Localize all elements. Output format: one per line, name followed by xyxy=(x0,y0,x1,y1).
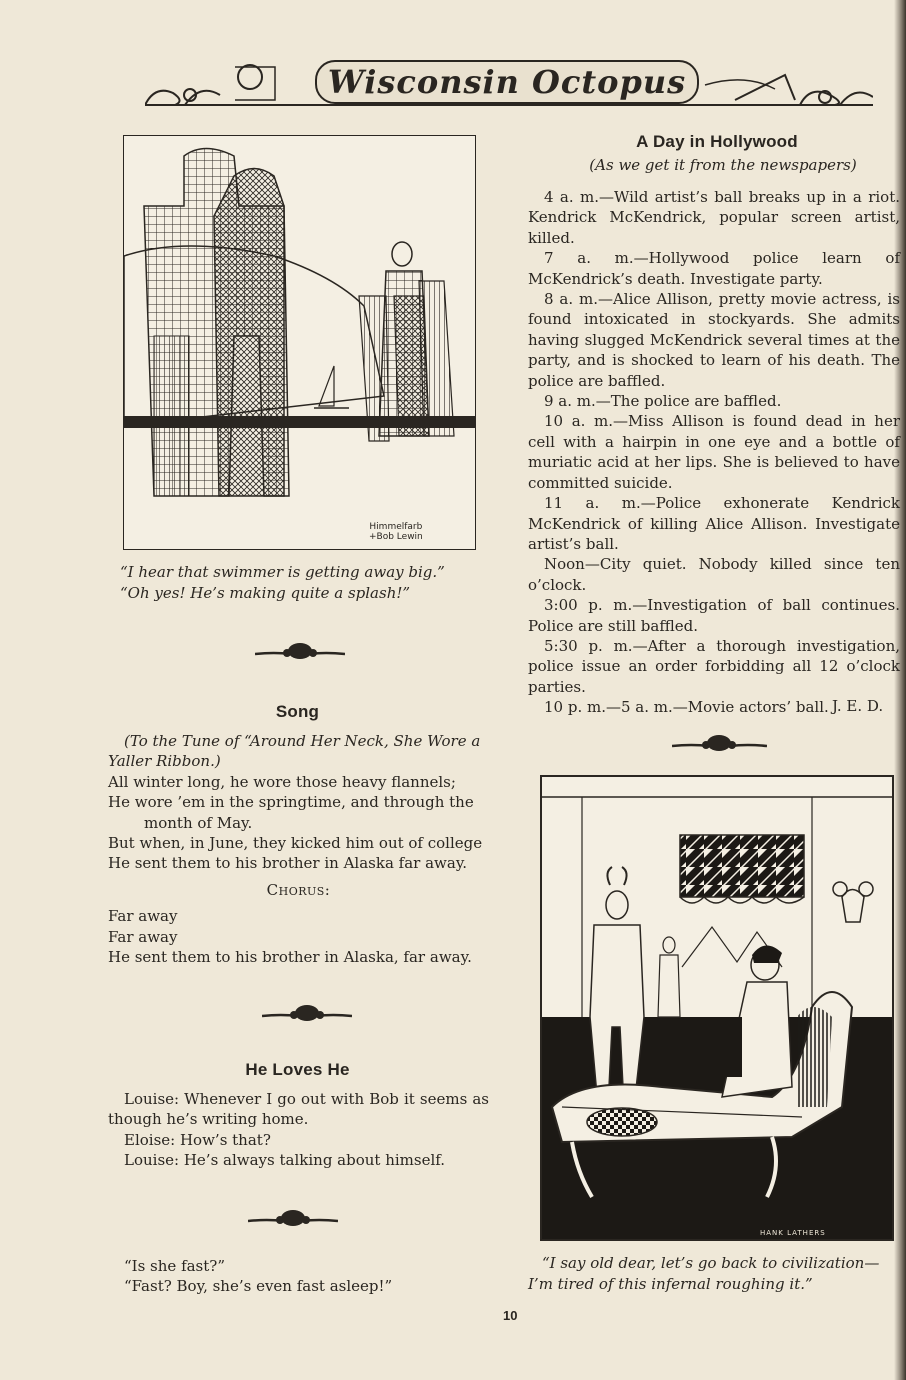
cartoon1-caption xyxy=(120,562,480,604)
cartoon-swimmer xyxy=(123,135,476,550)
masthead-title: Wisconsin Octopus xyxy=(315,60,699,104)
hollywood-entry: 3:00 p. m.—Investigation of ball continues. Police are still baffled. xyxy=(528,596,900,635)
cartoon-civilization xyxy=(540,775,894,1241)
hollywood-entry: 7 a. m.—Hollywood police learn of McKendrick’s death. Investigate party. xyxy=(528,249,900,288)
song-chorus-line: He sent them to his brother in Alaska, far away. xyxy=(108,948,472,967)
joke xyxy=(108,1256,489,1297)
ornament-divider xyxy=(672,732,767,754)
song-line: He wore ’em in the springtime, and through the xyxy=(108,793,474,812)
hollywood-entry: 11 a. m.—Police exhonerate Kendrick McKendrick of killing Alice Allison. Investigate artist’s ball. xyxy=(528,494,900,553)
he-loves-he-line3: Louise: He’s always talking about himself. xyxy=(124,1151,446,1170)
hollywood-body xyxy=(528,187,900,718)
cartoon1-caption-line2: “Oh yes! He’s making quite a splash!” xyxy=(120,584,411,602)
joke-line1: “Is she fast?” xyxy=(124,1257,225,1275)
cartoon2-caption-text: “I say old dear, let’s go back to civilization—I’m tired of this infernal roughing it.” xyxy=(528,1254,880,1293)
joke-line2: “Fast? Boy, she’s even fast asleep!” xyxy=(124,1277,393,1296)
song-line: All winter long, he wore those heavy flannels; xyxy=(108,772,456,791)
hollywood-entry: 10 a. m.—Miss Allison is found dead in her cell with a hairpin in one eye and a bottle of muriatic acid at her lips. She is believed to have committed suicide. xyxy=(528,412,900,492)
song-body xyxy=(108,731,489,967)
hollywood-entry: 4 a. m.—Wild artist’s ball breaks up in a riot. Kendrick McKendrick, popular screen artist, killed. xyxy=(528,188,900,247)
cartoon1-caption-line1: “I hear that swimmer is getting away big.” xyxy=(120,563,445,581)
song-line: month of May. xyxy=(144,813,253,832)
masthead-rule xyxy=(145,104,873,106)
hollywood-title: A Day in Hollywood xyxy=(636,132,798,151)
cartoon1-signature-line2: +Bob Lewin xyxy=(369,532,423,542)
cartoon2-signature: HANK LATHERS xyxy=(760,1229,826,1237)
cartoon1-signature-line1: Himmelfarb xyxy=(369,522,423,532)
page-number: 10 xyxy=(503,1308,518,1323)
hollywood-entry: 10 p. m.—5 a. m.—Movie actors’ ball. xyxy=(544,698,829,717)
hollywood-entry: 5:30 p. m.—After a thorough investigation, police issue an order forbidding all 12 o’clock parties. xyxy=(528,636,900,696)
hollywood-entry: Noon—City quiet. Nobody killed since ten o’clock. xyxy=(528,555,900,594)
song-chorus-line: Far away xyxy=(108,927,178,946)
song-chorus-label: Chorus: xyxy=(266,880,331,899)
he-loves-he-line2: Eloise: How’s that? xyxy=(124,1130,271,1149)
cartoon-swimmer-drawing xyxy=(124,136,475,549)
cartoon2-caption xyxy=(528,1253,900,1295)
song-line: But when, in June, they kicked him out of college xyxy=(108,834,483,853)
song-title: Song xyxy=(275,702,320,721)
ornament-divider xyxy=(262,1002,352,1024)
song-chorus-line: Far away xyxy=(108,907,178,926)
hollywood-entry: 8 a. m.—Alice Allison, pretty movie actress, is found intoxicated in stockyards. She admits having slugged McKendrick several times at the party, and is shocked to learn of his death. The police are baffled. xyxy=(528,290,900,390)
he-loves-he-line1: Louise: Whenever I go out with Bob it seems as though he’s writing home. xyxy=(108,1090,489,1129)
masthead xyxy=(145,55,873,110)
he-loves-he-body xyxy=(108,1089,489,1171)
cartoon1-signature xyxy=(369,522,423,542)
hollywood-entry: 9 a. m.—The police are baffled. xyxy=(544,392,782,411)
hollywood-subtitle: (As we get it from the newspapers) xyxy=(589,156,857,174)
cartoon-civilization-drawing xyxy=(542,777,892,1239)
song-tune: (To the Tune of “Around Her Neck, She Wore a Yaller Ribbon.) xyxy=(108,732,481,771)
ornament-divider xyxy=(255,640,345,662)
hollywood-author: J. E. D. xyxy=(832,697,884,715)
song-line: He sent them to his brother in Alaska far away. xyxy=(108,854,468,873)
he-loves-he-title: He Loves He xyxy=(245,1060,350,1079)
ornament-divider xyxy=(248,1207,338,1229)
